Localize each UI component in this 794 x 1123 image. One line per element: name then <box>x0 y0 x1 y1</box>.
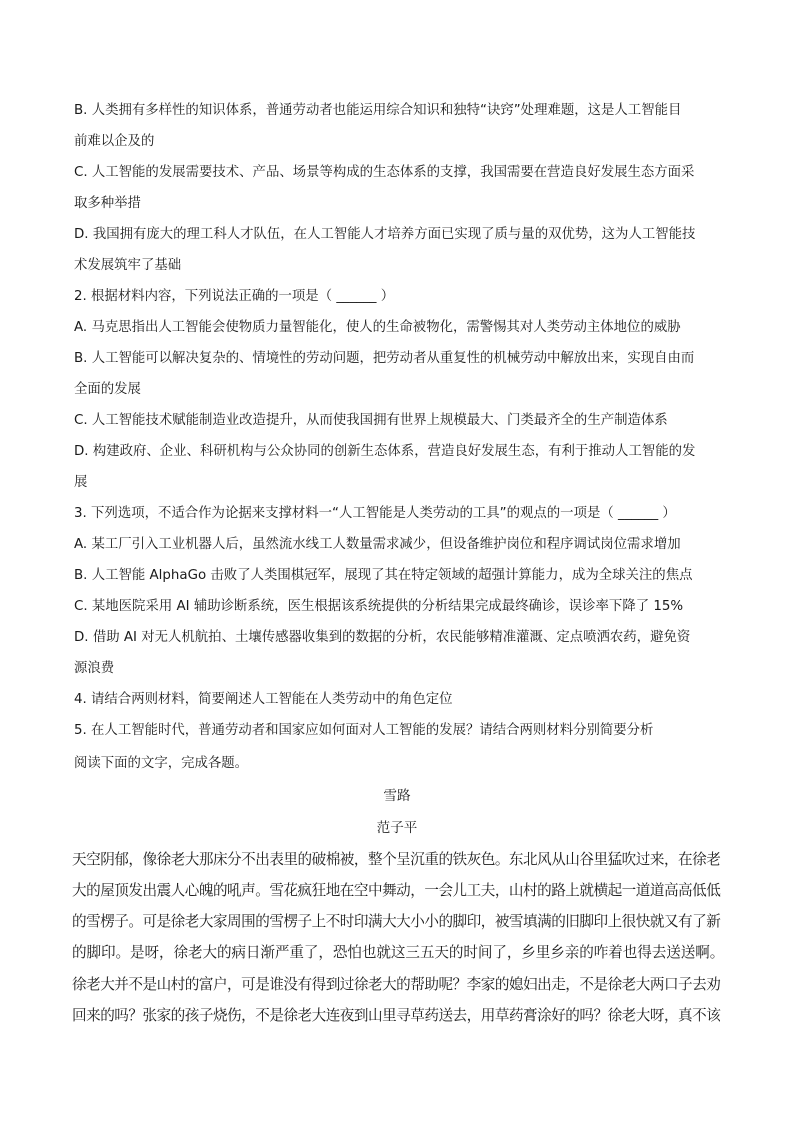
question-4: 4. 请结合两则材料，简要阐述人工智能在人类劳动中的角色定位 <box>74 692 453 707</box>
option-b-line-2: 前难以企及的 <box>74 134 155 149</box>
story-line-4: 的脚印。是呀，徐老大的病日渐严重了，恐怕也就这三五天的时间了，乡里乡亲的咋着也得去送送啊。 <box>72 944 724 961</box>
q2-option-b-line-2: 全面的发展 <box>74 382 141 397</box>
q3-option-c: C. 某地医院采用 AI 辅助诊断系统，医生根据该系统提供的分析结果完成最终确诊，误诊率下降了 15% <box>74 599 684 614</box>
option-d-line-1: D. 我国拥有庞大的理工科人才队伍，在人工智能人才培养方面已实现了质与量的双优势，这为人工智能技 <box>74 227 696 242</box>
q2-option-d-line-1: D. 构建政府、企业、科研机构与公众协同的创新生态体系，营造良好发展生态，有利于推动人工智能的发 <box>74 444 696 459</box>
q2-option-a: A. 马克思指出人工智能会使物质力量智能化，使人的生命被物化，需警惕其对人类劳动主体地位的威胁 <box>74 320 681 335</box>
q3-option-b: B. 人工智能 AlphaGo 击败了人类围棋冠军，展现了其在特定领域的超强计算能力，成为全球关注的焦点 <box>74 568 693 583</box>
story-title: 雪路 <box>383 788 411 804</box>
option-c-line-2: 取多种举措 <box>74 196 141 211</box>
question-2-stem: 2. 根据材料内容，下列说法正确的一项是（ ______ ） <box>74 289 395 304</box>
story-line-3: 的雪楞子。可是徐老大家周围的雪楞子上不时印满大大小小的脚印，被雪填满的旧脚印上很快就又有了新 <box>72 913 721 930</box>
story-line-2: 大的屋顶发出震人心魄的吼声。雪花疯狂地在空中舞动，一会儿工夫，山村的路上就横起一道道高高低低 <box>72 882 721 899</box>
question-3-stem: 3. 下列选项，不适合作为论据来支撑材料一“人工智能是人类劳动的工具”的观点的一项是（ ______ ） <box>74 506 676 521</box>
story-line-1: 天空阴郁，像徐老大那床分不出表里的破棉被，整个呈沉重的铁灰色。东北风从山谷里猛吹过来，在徐老 <box>72 851 721 868</box>
option-d-line-2: 术发展筑牢了基础 <box>74 258 182 273</box>
story-line-5: 徐老大并不是山村的富户，可是谁没有得到过徐老大的帮助呢？李家的媳妇出走，不是徐老大两口子去劝 <box>72 976 721 993</box>
q2-option-c: C. 人工智能技术赋能制造业改造提升，从而使我国拥有世界上规模最大、门类最齐全的生产制造体系 <box>74 413 668 428</box>
q3-option-a: A. 某工厂引入工业机器人后，虽然流水线工人数量需求减少，但设备维护岗位和程序调试岗位需求增加 <box>74 537 681 552</box>
option-c-line-1: C. 人工智能的发展需要技术、产品、场景等构成的生态体系的支撑，我国需要在营造良好发展生态方面采 <box>74 165 695 180</box>
story-author: 范子平 <box>376 820 418 836</box>
reading-instruction: 阅读下面的文字，完成各题。 <box>74 756 249 771</box>
q2-option-b-line-1: B. 人工智能可以解决复杂的、情境性的劳动问题，把劳动者从重复性的机械劳动中解放出来，实现自由而 <box>74 351 695 366</box>
question-5: 5. 在人工智能时代，普通劳动者和国家应如何面对人工智能的发展？请结合两则材料分别简要分析 <box>74 723 654 738</box>
option-b-line-1: B. 人类拥有多样性的知识体系，普通劳动者也能运用综合知识和独特“诀窍”处理难题，这是人工智能目 <box>74 103 682 118</box>
q3-option-d-line-1: D. 借助 AI 对无人机航拍、土壤传感器收集到的数据的分析，农民能够精准灌溉、定点喷洒农药，避免资 <box>74 630 691 645</box>
q2-option-d-line-2: 展 <box>74 475 88 490</box>
q3-option-d-line-2: 源浪费 <box>74 661 115 676</box>
story-line-6: 回来的吗？张家的孩子烧伤，不是徐老大连夜到山里寻草药送去，用草药膏涂好的吗？徐老大呀，真不该 <box>72 1007 721 1024</box>
